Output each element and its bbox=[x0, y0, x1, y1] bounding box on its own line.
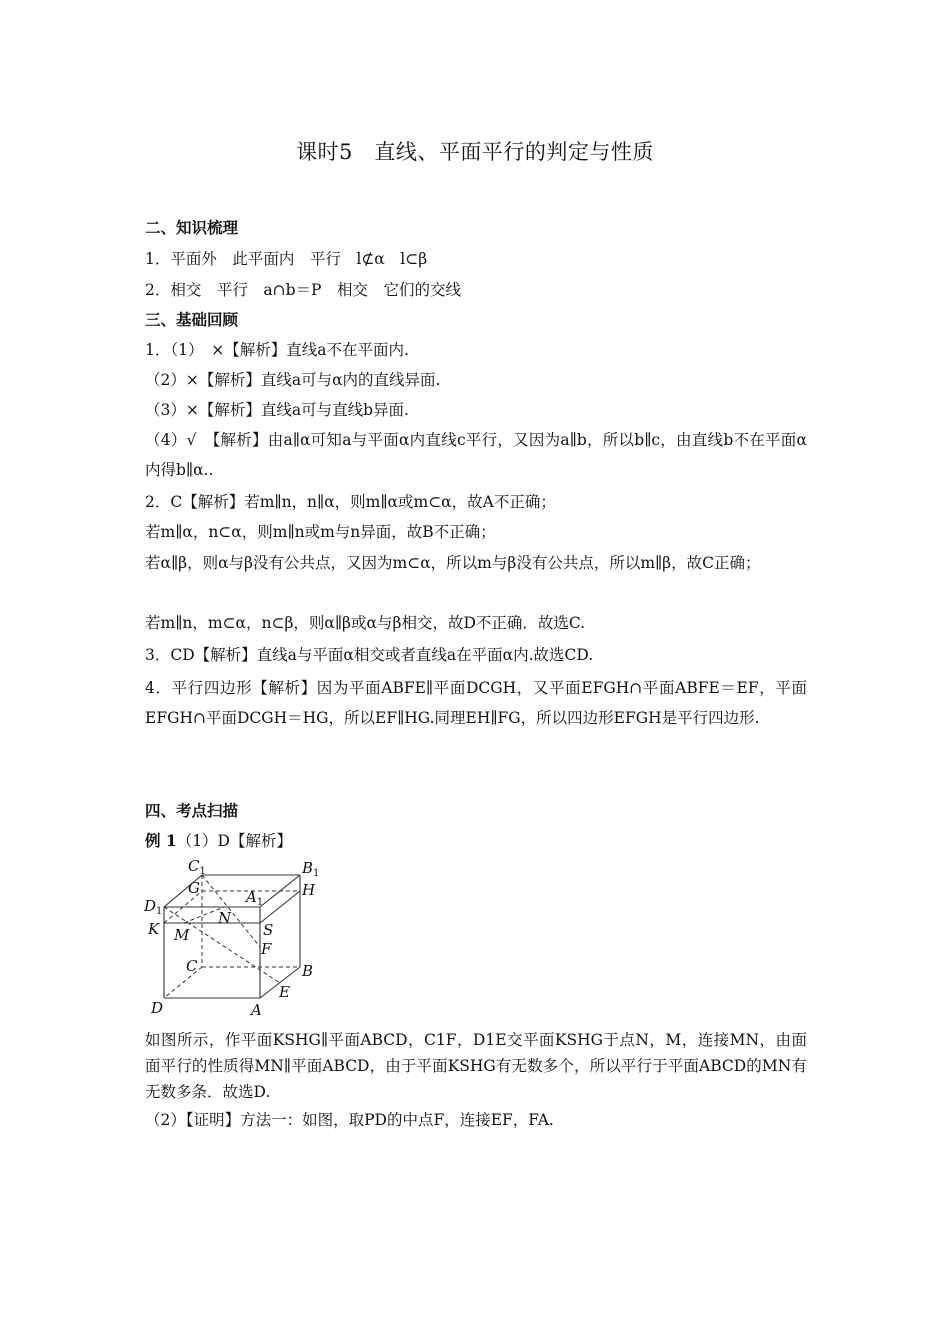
example-1-explanation: 如图所示，作平面KSHG∥平面ABCD，C1F，D1E交平面KSHG于点N，M，连接MN，由面面平行的性质得MN∥平面ABCD，由于平面KSHG有无数多个，所以平行于平面ABCD的MN有无数多条．故选D. bbox=[145, 1031, 807, 1101]
label-A: A bbox=[251, 1001, 262, 1019]
label-D1: $D_1$ bbox=[144, 897, 163, 917]
section-heading-knowledge: 二、知识梳理 bbox=[145, 218, 239, 237]
review-4: 4．平行四边形【解析】因为平面ABFE∥平面DCGH，又平面EFGH∩平面ABFE＝EF，平面EFGH∩平面DCGH＝HG，所以EF∥HG.同理EH∥FG，所以四边形EFGH是平行四边形. bbox=[145, 679, 807, 727]
example-1-head bbox=[145, 831, 807, 851]
label-A1: $A_1$ bbox=[246, 888, 264, 908]
example-1-label: 例 1 bbox=[145, 831, 177, 850]
cube-diagram bbox=[140, 855, 330, 1025]
review-2-b: 若m∥α，n⊂α，则m∥n或m与n异面，故B不正确； bbox=[145, 523, 496, 541]
section-heading-review: 三、基础回顾 bbox=[145, 310, 239, 329]
review-1-2: （2）×【解析】直线a可与α内的直线异面. bbox=[145, 371, 441, 389]
review-2-c: 若α∥β，则α与β没有公共点，又因为m⊂α，所以m与β没有公共点，所以m∥β，故C正确； bbox=[145, 554, 761, 572]
label-E: E bbox=[279, 983, 290, 1001]
label-M: M bbox=[174, 926, 190, 944]
review-2-a: 2．C【解析】若m∥n，n∥α，则m∥α或m⊂α，故A不正确； bbox=[145, 493, 556, 511]
label-N: N bbox=[218, 909, 232, 927]
label-B1: $B_1$ bbox=[302, 859, 320, 879]
knowledge-line-1: 1．平面外 此平面内 平行 l⊄α l⊂β bbox=[145, 250, 428, 268]
review-1-3: （3）×【解析】直线a可与直线b异面. bbox=[145, 401, 409, 419]
review-3: 3．CD【解析】直线a与平面α相交或者直线a在平面α内.故选CD. bbox=[145, 646, 594, 664]
label-K: K bbox=[148, 920, 160, 938]
review-2-d: 若m∥n，m⊂α，n⊂β，则α∥β或α与β相交，故D不正确．故选C. bbox=[145, 614, 586, 632]
label-C: C bbox=[186, 957, 198, 975]
label-F: F bbox=[261, 940, 272, 958]
review-1-1: 1．（1） ×【解析】直线a不在平面内. bbox=[145, 341, 409, 359]
label-S: S bbox=[263, 921, 274, 939]
knowledge-line-2: 2．相交 平行 a∩b＝P 相交 它们的交线 bbox=[145, 281, 461, 299]
label-B: B bbox=[302, 962, 314, 980]
label-H: H bbox=[302, 881, 316, 899]
label-D: D bbox=[151, 999, 164, 1017]
page-title: 课时5 直线、平面平行的判定与性质 bbox=[296, 140, 654, 164]
label-G: G bbox=[188, 879, 200, 897]
example-1-answer: （1）D【解析】 bbox=[176, 832, 292, 850]
cube-figure bbox=[140, 855, 330, 1025]
edge-SH bbox=[260, 891, 300, 923]
example-1-part-2: （2）【证明】方法一：如图，取PD的中点F，连接EF，FA. bbox=[145, 1111, 554, 1129]
review-1-4: （4）√ 【解析】由a∥α可知a与平面α内直线c平行，又因为a∥b，所以b∥c，由直线b不在平面α内得b∥α.. bbox=[145, 431, 807, 479]
label-C1: $C_1$ bbox=[188, 857, 206, 877]
section-heading-scan: 四、考点扫描 bbox=[145, 801, 239, 820]
